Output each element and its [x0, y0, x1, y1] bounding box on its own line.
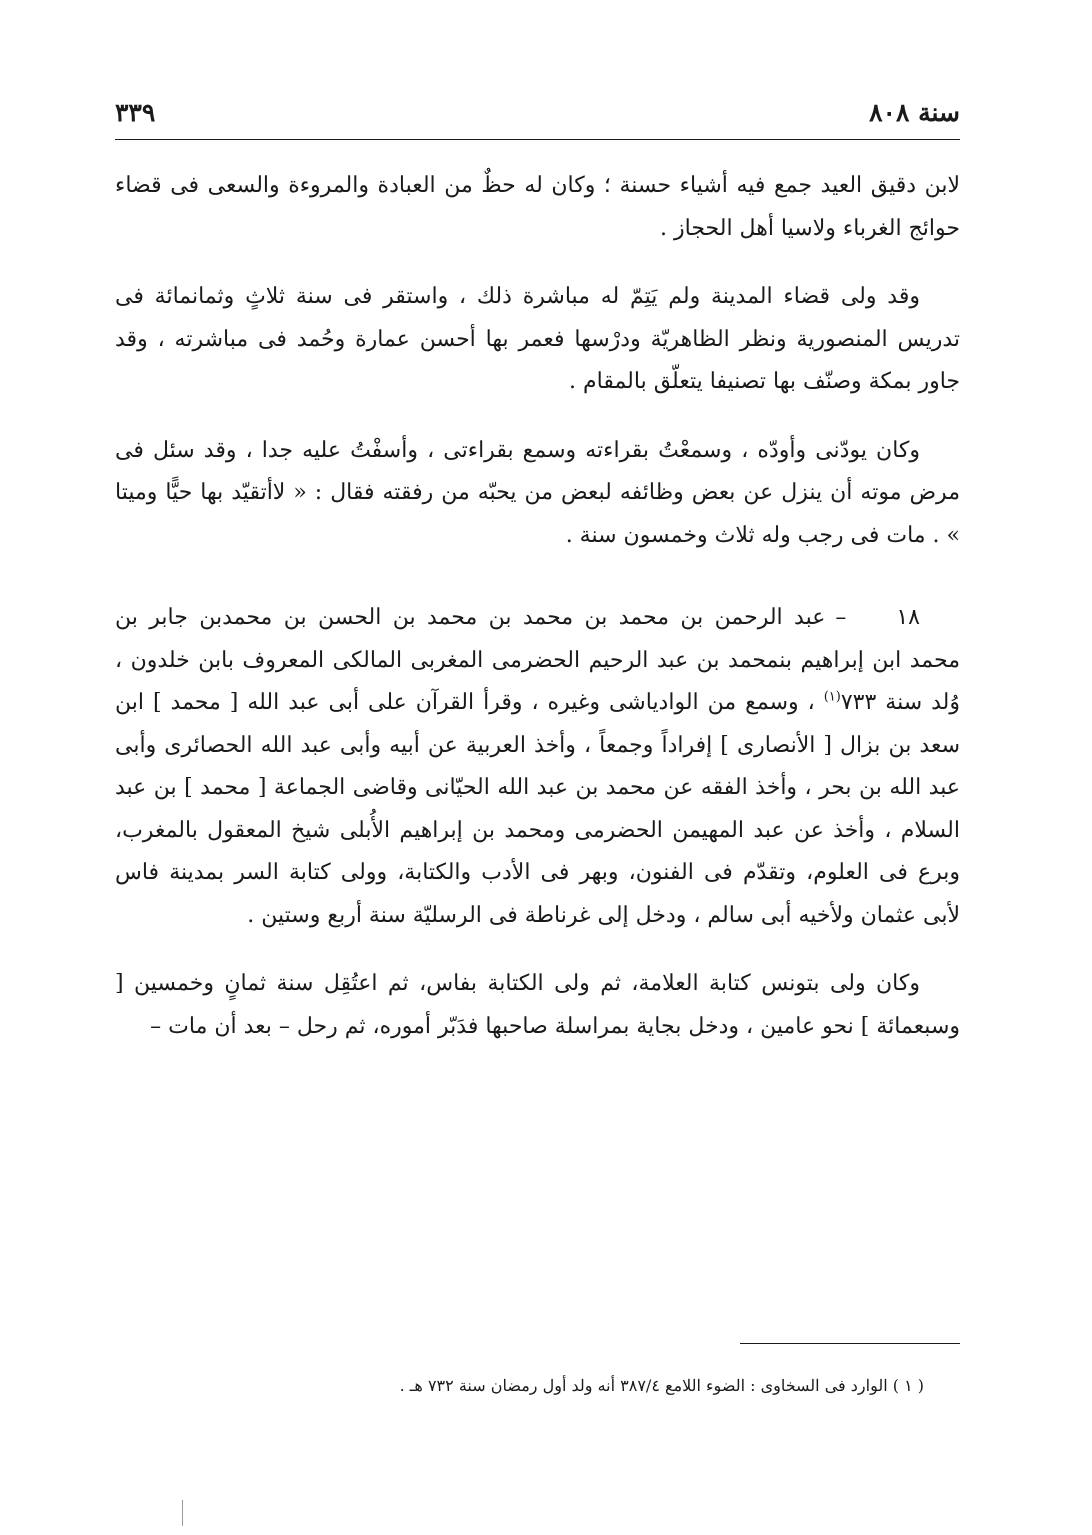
entry-text-part-2: ، وسمع من الوادياشى وغيره ، وقرأ القرآن على أبى عبد الله [ محمد ] ابن سعد بن بزال [ الأنصارى ] إفراداً وجمعاً ، وأخذ العربية عن أبيه وأبى عبد الله الحصائرى وأبى عبد الله بن بحر ، وأخذ الفقه عن محمد بن عبد الله الحيّانى وقاضى الجماعة [ محمد ] بن عبد السلام ، وأخذ عن عبد المهيمن الحضرمى ومحمد بن إبراهيم الأُبلى شيخ المعقول بالمغرب، وبرع فى العلوم، وتقدّم فى الفنون، وبهر فى الأدب والكتابة، وولى كتابة السر بمدينة فاس لأبى عثمان ولأخيه أبى سالم ، ودخل إلى غرناطة فى الرسليّة سنة أربع وستين .	[115, 690, 960, 928]
entry-dash: –	[835, 605, 847, 630]
running-title: سنة ٨٠٨	[869, 97, 960, 127]
biography-entry	[115, 597, 960, 937]
entry-text-part-1: عبد الرحمن بن محمد بن محمد بن محمد بن الحسن بن محمدبن جابر بن محمد ابن إبراهيم بنمحمد بن عبد الرحيم الحضرمى المغربى المالكى المعروف بابن خلدون ، وُلد سنة ٧٣٣	[115, 605, 960, 715]
body-text	[115, 165, 960, 1074]
paragraph-2: وقد ولى قضاء المدينة ولم يَتِمّ له مباشرة ذلك ، واستقر فى سنة ثلاثٍ وثمانمائة فى تدريس المنصورية ونظر الظاهريّة ودرْسها فعمر بها أحسن عمارة وحُمد فى مباشرته ، وقد جاور بمكة وصنّف بها تصنيفا يتعلّق بالمقام .	[115, 284, 960, 394]
paragraph-3: وكان يودّنى وأودّه ، وسمعْتُ بقراءته وسمع بقراءتى ، وأسفْتُ عليه جدا ، وقد سئل فى مرض موته أن ينزل عن بعض وظائفه لبعض من يحبّه من رفقته فقال : « لاأتقيّد بها حيًّا وميتا » . مات فى رجب وله ثلاث وخمسون سنة .	[115, 437, 960, 548]
header-rule	[115, 139, 960, 140]
entry-number: ١٨	[896, 605, 920, 630]
page-header	[115, 92, 960, 132]
footnote: ( ١ ) الوارد فى السخاوى : الضوء اللامع ٣٨٧/٤ أنه ولد أول رمضان سنة ٧٣٢ هـ .	[399, 1376, 924, 1395]
scan-mark	[182, 1500, 183, 1526]
footnote-reference[interactable]: (١)	[823, 689, 841, 705]
footnote-rule	[740, 1343, 960, 1344]
paragraph-5: وكان ولى بتونس كتابة العلامة، ثم ولى الكتابة بفاس، ثم اعتُقِل سنة ثمانٍ وخمسين [ وسبعمائة ] نحو عامين ، ودخل بجاية بمراسلة صاحبها فدَبّر أموره، ثم رحل – بعد أن مات –	[115, 971, 960, 1039]
page-number: ٣٣٩	[115, 97, 156, 127]
paragraph-1: لابن دقيق العيد جمع فيه أشياء حسنة ؛ وكان له حظٌ من العبادة والمروءة والسعى فى قضاء حوائج الغرباء ولاسيا أهل الحجاز .	[115, 173, 960, 241]
